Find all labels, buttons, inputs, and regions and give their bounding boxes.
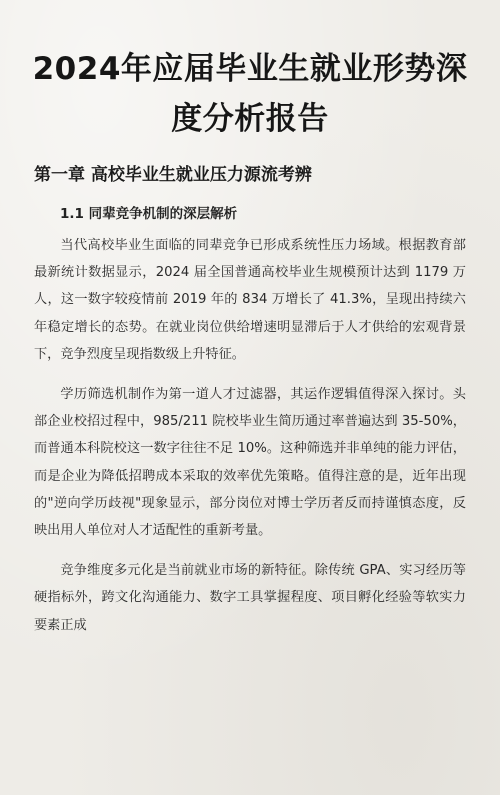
section-heading: 1.1 同辈竞争机制的深层解析 [60, 206, 238, 222]
report-title: 2024年应届毕业生就业形势深度分析报告 [32, 51, 468, 137]
paragraph-3: 竞争维度多元化是当前就业市场的新特征。除传统 GPA、实习经历等硬指标外，跨文化沟通能力、数字工具掌握程度、项目孵化经验等软实力要素正成 [34, 563, 466, 633]
chapter-heading: 第一章 高校毕业生就业压力源流考辨 [34, 165, 312, 185]
paragraph-1: 当代高校毕业生面临的同辈竞争已形成系统性压力场域。根据教育部最新统计数据显示，2024 届全国普通高校毕业生规模预计达到 1179 万人，这一数字较疫情前 2019 年的 834 万增长了 41.3%，呈现出持续六年稳定增长的态势。在就业岗位供给增速明显滞后于人才供给的宏观背景下，竞争烈度呈现指数级上升特征。 [34, 238, 466, 362]
paragraph-2: 学历筛选机制作为第一道人才过滤器，其运作逻辑值得深入探讨。头部企业校招过程中，985/211 院校毕业生简历通过率普遍达到 35-50%，而普通本科院校这一数字往往不足 10%。这种筛选并非单纯的能力评估，而是企业为降低招聘成本采取的效率优先策略。值得注意的是，近年出现的"逆向学历歧视"现象显示，部分岗位对博士学历者反而持谨慎态度，反映出用人单位对人才适配性的重新考量。 [34, 387, 466, 539]
body-text [34, 232, 466, 652]
